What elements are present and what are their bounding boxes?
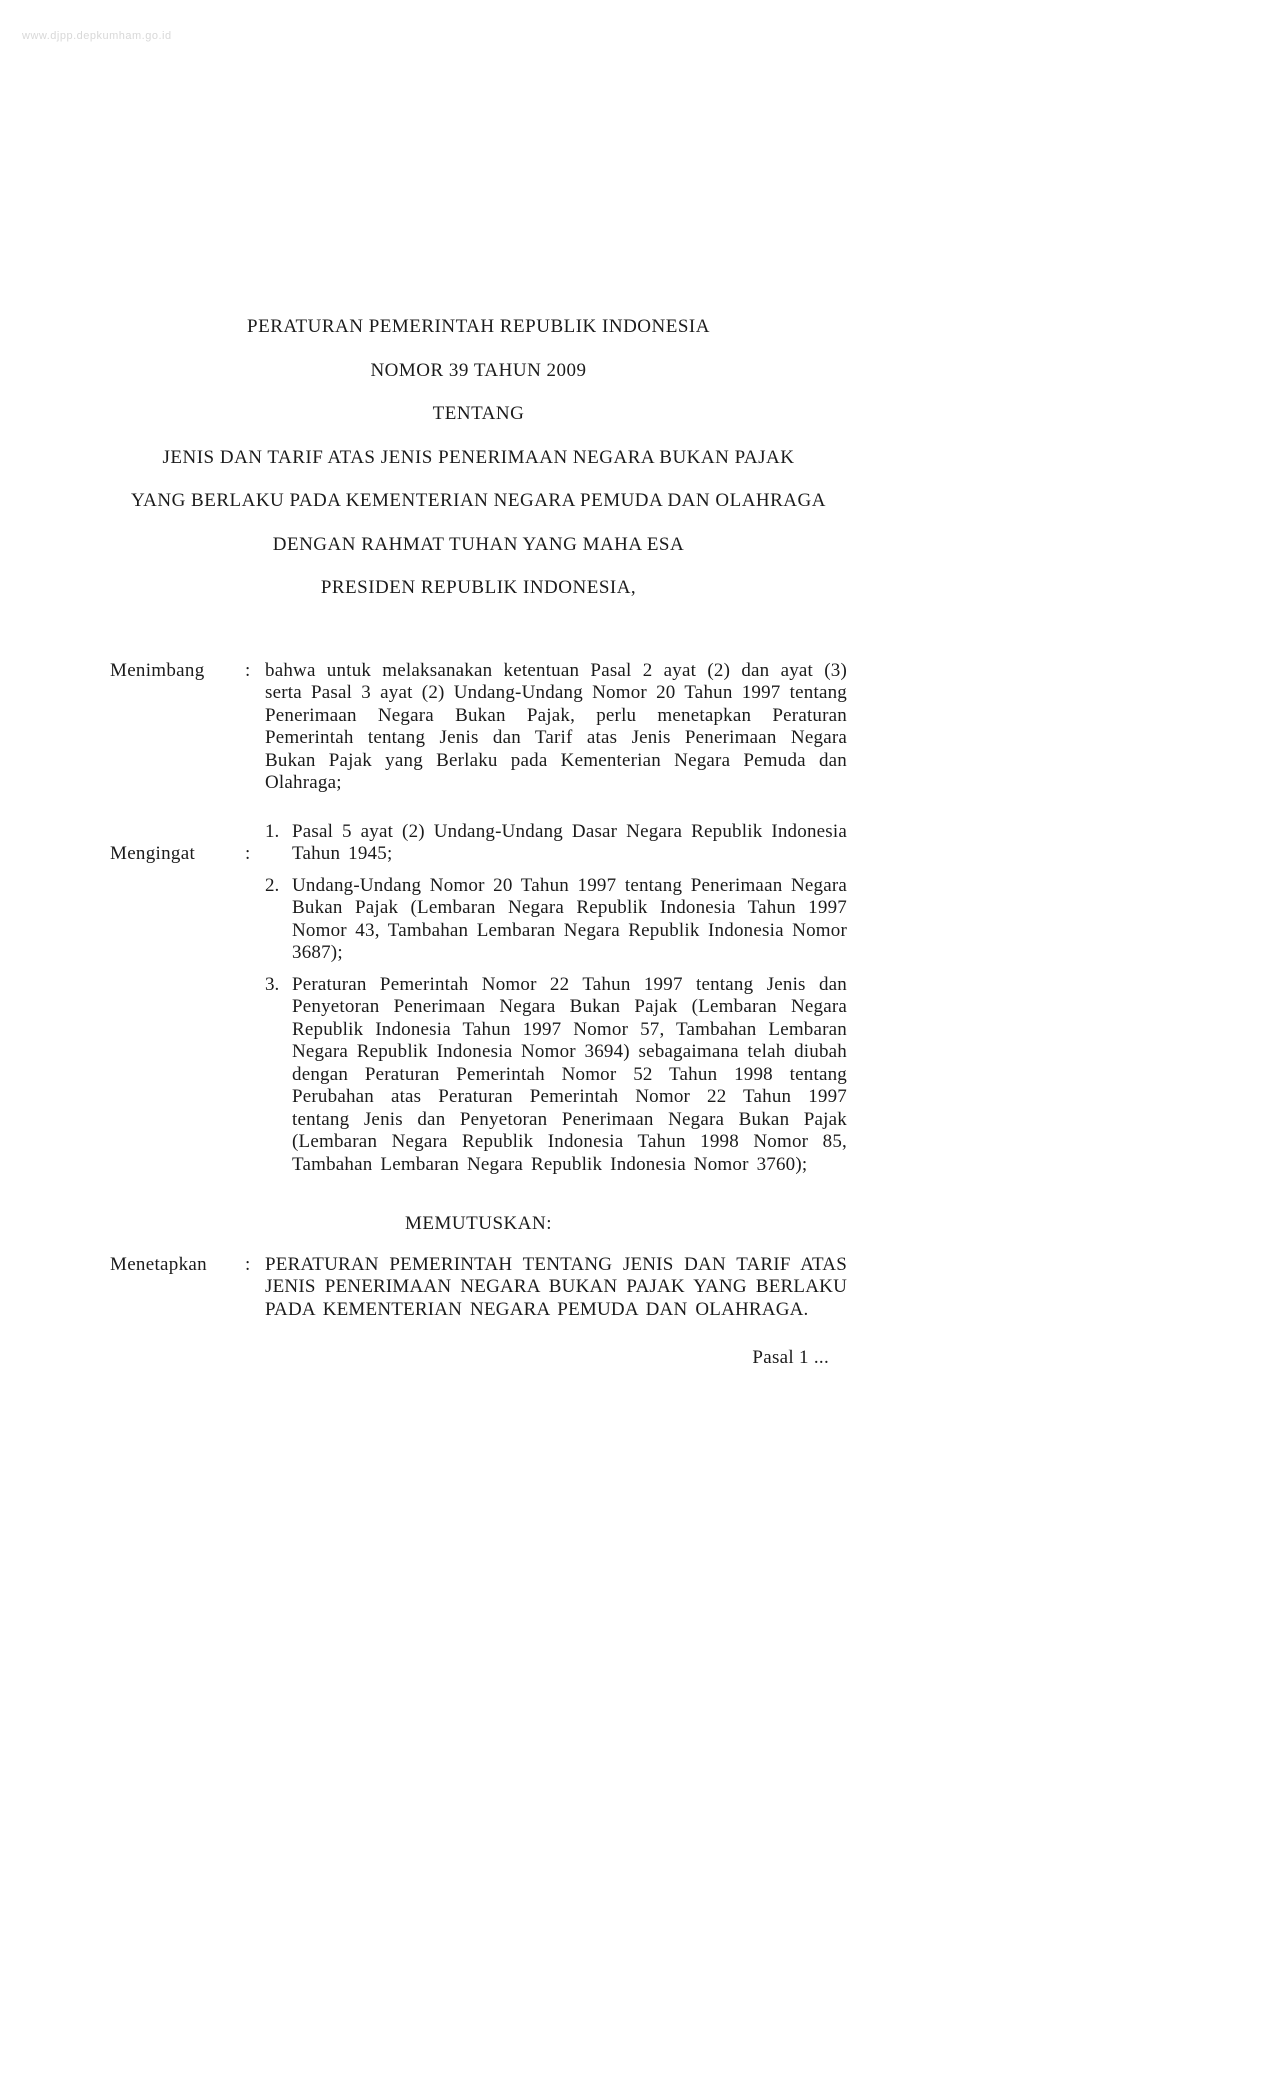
mengingat-colon: :	[245, 842, 251, 864]
doc-title-line-2: NOMOR 39 TAHUN 2009	[370, 359, 587, 381]
page-continuation-marker: Pasal 1 ...	[752, 1347, 829, 1368]
doc-title-line-1: PERATURAN PEMERINTAH REPUBLIK INDONESIA	[247, 316, 710, 337]
list-item-text: Peraturan Pemerintah Nomor 22 Tahun 1997 tentang Jenis dan Penyetoran Penerimaan Negara Bukan Pajak (Lembaran Negara Republik Indonesia Tahun 1997 Nomor 57, Tambahan Lembaran Negara Republik Indonesia Nomor 3694) sebagaimana telah diubah dengan Peraturan Pemerintah Nomor 52 Tahun 1998 tentang Perubahan atas Peraturan Pemerintah Nomor 22 Tahun 1997 tentang Jenis dan Penyetoran Penerimaan Negara Bukan Pajak (Lembaran Negara Republik Indonesia Tahun 1998 Nomor 85, Tambahan Lembaran Negara Republik Indonesia Nomor 3760);	[292, 973, 847, 1175]
mengingat-label: Mengingat	[110, 842, 196, 864]
menetapkan-label: Menetapkan	[110, 1253, 207, 1275]
doc-title-line-5: YANG BERLAKU PADA KEMENTERIAN NEGARA PEMUDA DAN OLAHRAGA	[131, 490, 826, 511]
menetapkan-section	[110, 1254, 847, 1322]
list-item-text: Undang-Undang Nomor 20 Tahun 1997 tentang Penerimaan Negara Bukan Pajak (Lembaran Negara Republik Indonesia Tahun 1997 Nomor 43, Tambahan Lembaran Negara Republik Indonesia Nomor 3687);	[292, 874, 847, 963]
document-content	[110, 316, 847, 1370]
menimbang-label: Menimbang	[110, 659, 205, 681]
mengingat-list	[265, 821, 847, 1186]
list-item-number: 1.	[265, 820, 280, 842]
menetapkan-text: PERATURAN PEMERINTAH TENTANG JENIS DAN TARIF ATAS JENIS PENERIMAAN NEGARA BUKAN PAJAK YANG BERLAKU PADA KEMENTERIAN NEGARA PEMUDA DAN OLAHRAGA.	[265, 1253, 847, 1320]
doc-title-line-4: JENIS DAN TARIF ATAS JENIS PENERIMAAN NEGARA BUKAN PAJAK	[162, 446, 795, 468]
list-item	[265, 821, 847, 866]
list-item-text: Pasal 5 ayat (2) Undang-Undang Dasar Negara Republik Indonesia Tahun 1945;	[292, 820, 847, 864]
doc-title-line-3: TENTANG	[432, 403, 525, 424]
menetapkan-colon: :	[245, 1253, 251, 1275]
watermark: www.djpp.depkumham.go.id	[22, 30, 172, 42]
menimbang-text: bahwa untuk melaksanakan ketentuan Pasal 2 ayat (2) dan ayat (3) serta Pasal 3 ayat (2) Undang-Undang Nomor 20 Tahun 1997 tentang Penerimaan Negara Bukan Pajak, perlu menetapkan Peraturan Pemerintah tentang Jenis dan Tarif atas Jenis Penerimaan Negara Bukan Pajak yang Berlaku pada Kementerian Negara Pemuda dan Olahraga;	[265, 659, 847, 793]
list-item	[265, 974, 847, 1177]
list-item-number: 2.	[265, 874, 280, 896]
mengingat-section	[110, 821, 847, 1186]
menimbang-colon: :	[245, 659, 251, 681]
list-item-number: 3.	[265, 973, 280, 995]
memutuskan-heading: MEMUTUSKAN:	[405, 1213, 552, 1234]
menimbang-section	[110, 660, 847, 795]
doc-title-line-6: DENGAN RAHMAT TUHAN YANG MAHA ESA	[272, 533, 685, 555]
doc-title-line-7: PRESIDEN REPUBLIK INDONESIA,	[320, 577, 637, 598]
list-item	[265, 875, 847, 965]
